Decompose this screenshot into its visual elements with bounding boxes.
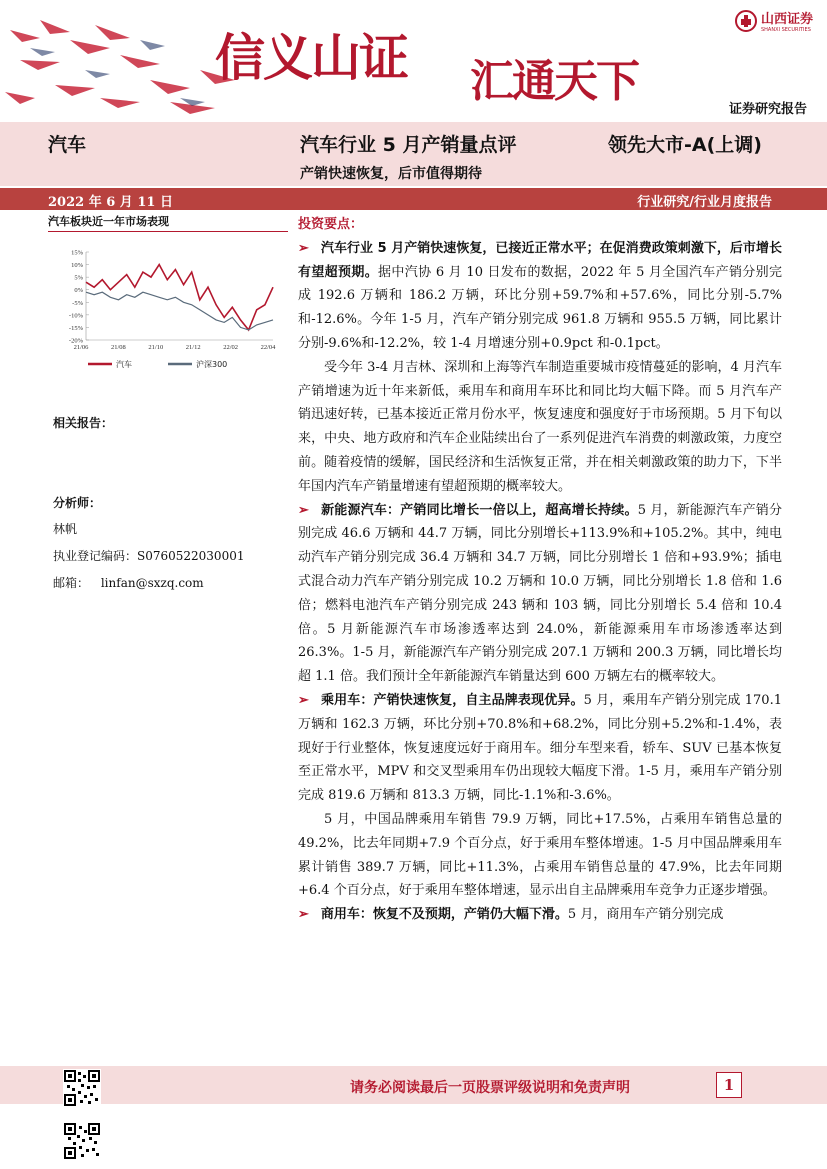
industry-name: 汽车 (48, 134, 87, 156)
investment-rating: 领先大市-A(上调) (608, 134, 762, 156)
page-number: 1 (716, 1072, 742, 1098)
paragraph-nev: ➢ 新能源汽车：产销同比增长一倍以上，超高增长持续。5 月，新能源汽车产销分别完成 46.6 万辆和 44.7 万辆，同比分别增长+113.9%和+105.2%。其中，纯电动汽车产销分别完成 36.4 万辆和 34.7 万辆，同比分别增长 1 倍和+93.9%；插电式混合动力汽车产销分别完成 10.2 万辆和 10.0 万辆，同比分别增长 1.8 倍和 1.6 倍；燃料电池汽车产销分别完成 243 辆和 103 辆，同比分别增长 5.4 倍和 10.4 倍。5 月新能源汽车市场渗透率达到 24.0%，新能源乘用车市场渗透率达到 26.3%。1-5 月，新能源汽车产销分别完成 207.1 万辆和 200.3 万辆，同比增长均超 1.1 倍。我们预计全年新能源汽车销量达到 600 万辆左右的概率较大。 (298, 502, 782, 685)
report-subtitle: 产销快速恢复，后市值得期待 (300, 166, 482, 182)
report-date: 2022 年 6 月 11 日 (48, 195, 173, 210)
logo-chinese-name: 山西证券 (760, 12, 813, 27)
report-body (298, 213, 782, 927)
paragraph-commercial: ➢ 商用车：恢复不及预期，产销仍大幅下滑。5 月，商用车产销分别完成 (298, 907, 724, 923)
paragraph-domestic-brand: 5 月，中国品牌乘用车销售 79.9 万辆，同比+17.5%，占乘用车销售总量的 49.2%，比去年同期+7.9 个百分点，好于乘用车整体增速。1-5 月中国品牌乘用车累计销售 389.7 万辆，同比+11.3%，占乘用车销售总量的 47.9%，比去年同期+6.4 个百分点，好于乘用车整体增速，显示出自主品牌乘用车竞争力正逐步增强。 (298, 811, 782, 899)
y-tick-label: 15% (71, 249, 83, 257)
y-tick-label: -15% (68, 324, 83, 332)
y-tick-label: -5% (72, 299, 83, 307)
y-tick-label: 10% (71, 262, 83, 270)
chart-title: 汽车板块近一年市场表现 (48, 213, 288, 232)
report-title: 汽车行业 5 月产销量点评 (300, 134, 517, 156)
report-category: 行业研究/行业月度报告 (637, 195, 772, 210)
slogan-part-one: 信义山证 (215, 29, 407, 87)
qr-code-icon (63, 1069, 101, 1107)
logo-mark-icon (735, 10, 757, 32)
logo-english-name: SHANXI SECURITIES (760, 27, 811, 33)
y-tick-label: 0% (74, 287, 83, 295)
x-tick-label: 22/04 (260, 344, 276, 351)
flying-birds-graphic (0, 10, 250, 120)
section-heading: 投资要点： (298, 217, 364, 232)
paragraph-epidemic: 受今年 3-4 月吉林、深圳和上海等汽车制造重要城市疫情蔓延的影响，4 月汽车产销增速为近十年来新低，乘用车和商用车环比和同比均大幅下降。而 5 月汽车产销迅速好转，已基本接近正常月份水平，恢复速度和强度好于市场预期。5 月下旬以来，中央、地方政府和汽车企业陆续出台了一系列促进汽车消费的刺激政策，力度空前。随着疫情的缓解，国民经济和生活恢复正常，并在相关刺激政策的助力下，下半年国内汽车产销量增速有望超预期的概率较大。 (298, 359, 782, 494)
paragraph-passenger: ➢ 乘用车：产销快速恢复，自主品牌表现优异。5 月，乘用车产销分别完成 170.1 万辆和 162.3 万辆，环比分别+70.8%和+68.2%，同比分别+5.2%和-1.4%，表现好于行业整体，恢复速度远好于商用车。细分车型来看，轿车、SUV 已基本恢复至正常水平，MPV 和交叉型乘用车仍出现较大幅度下滑。1-5 月，乘用车产销分别完成 819.6 万辆和 813.3 万辆，同比-1.1%和-3.6%。 (298, 692, 782, 804)
email-row (53, 574, 204, 591)
arrow-bullet-icon: ➢ (298, 502, 309, 518)
x-tick-label: 22/02 (223, 344, 239, 351)
x-tick-label: 21/12 (185, 344, 201, 351)
x-tick-label: 21/08 (110, 344, 126, 351)
market-performance-chart (48, 240, 288, 375)
disclaimer-notice: 请务必阅读最后一页股票评级说明和免责声明 (350, 1080, 630, 1096)
report-type-label: 证券研究报告 (728, 102, 807, 117)
email-label: 邮箱： (53, 576, 90, 590)
arrow-bullet-icon: ➢ (298, 692, 309, 708)
x-tick-label: 21/06 (73, 344, 89, 351)
legend-label: 沪深300 (196, 360, 228, 369)
analyst-name: 林帆 (53, 522, 78, 536)
legend-label: 汽车 (116, 360, 132, 369)
related-reports-label: 相关报告： (53, 416, 114, 430)
license-number: 执业登记编码：S0760522030001 (53, 549, 245, 563)
y-tick-label: 5% (74, 274, 83, 282)
arrow-bullet-icon: ➢ (298, 240, 309, 256)
y-tick-label: -20% (68, 337, 83, 345)
paragraph-industry: ➢ 汽车行业 5 月产销快速恢复，已接近正常水平；在促消费政策刺激下，后市增长有望超预期。据中汽协 6 月 10 日发布的数据，2022 年 5 月全国汽车产销分别完成 192.6 万辆和 186.2 万辆，环比分别+59.7%和+57.6%，同比分别-5.7%和-12.6%。今年 1-5 月，汽车产销分别完成 961.8 万辆和 955.5 万辆，同比累计分别-9.6%和-12.2%，较 1-4 月增速分别+0.9pct 和-0.1pct。 (298, 240, 782, 351)
analyst-label: 分析师： (53, 496, 102, 510)
y-tick-label: -10% (68, 312, 83, 320)
qr-code-icon (63, 1122, 101, 1160)
company-logo (735, 8, 813, 33)
email-link[interactable]: linfan@sxzq.com (100, 576, 204, 590)
slogan-part-two: 汇通天下 (470, 56, 638, 107)
arrow-bullet-icon: ➢ (298, 907, 309, 923)
x-tick-label: 21/10 (148, 344, 164, 351)
auto-sector-line (86, 265, 273, 330)
